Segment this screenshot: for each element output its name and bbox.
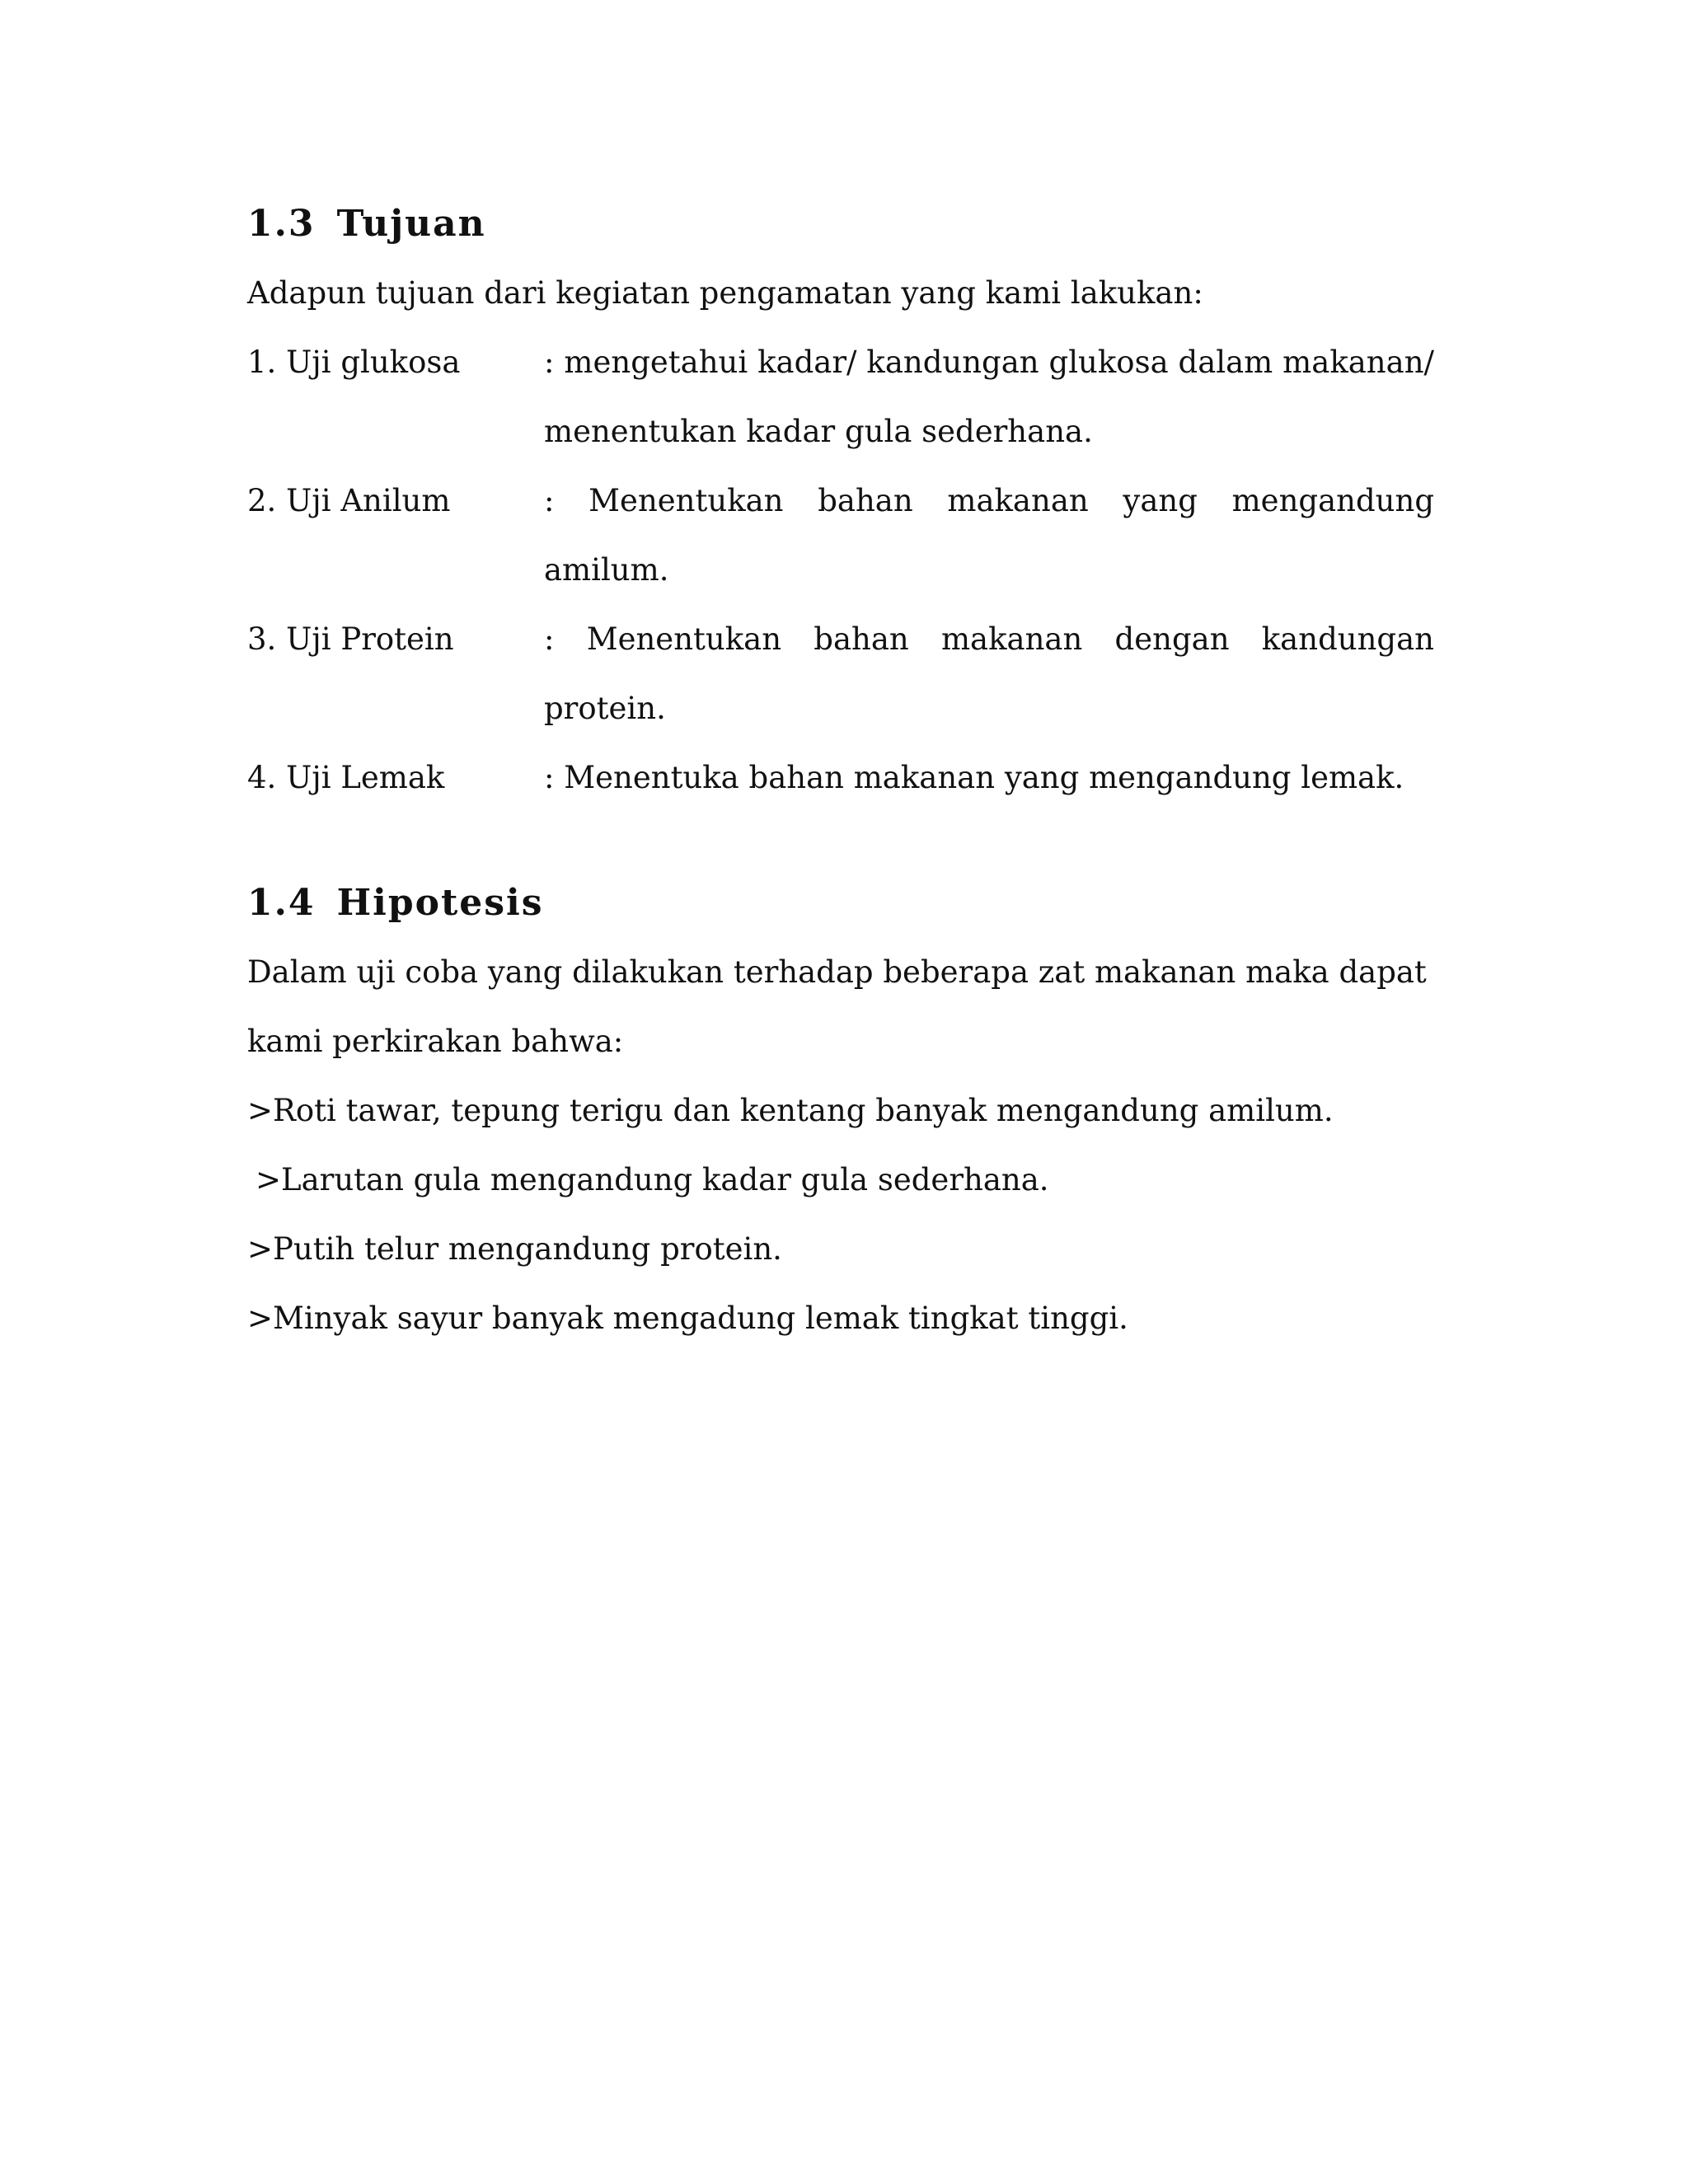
- tujuan-item-label: 3. Uji Protein: [247, 621, 454, 657]
- section-number: 1.4: [247, 882, 316, 924]
- hipotesis-point: >Roti tawar, tepung terigu dan kentang banyak mengandung amilum.: [247, 1093, 1334, 1128]
- hipotesis-point: >Larutan gula mengandung kadar gula sederhana.: [256, 1162, 1049, 1197]
- tujuan-intro: Adapun tujuan dari kegiatan pengamatan yang kami lakukan:: [247, 275, 1203, 311]
- tujuan-item: [247, 466, 1434, 605]
- section-gap: [247, 813, 1434, 869]
- tujuan-item: [247, 743, 1434, 813]
- tujuan-item-desc: : Menentukan bahan makanan yang mengandung amilum.: [544, 483, 1434, 588]
- hipotesis-point: >Minyak sayur banyak mengadung lemak tingkat tinggi.: [247, 1301, 1128, 1336]
- section-number: 1.3: [247, 203, 316, 245]
- hipotesis-point: >Putih telur mengandung protein.: [247, 1231, 782, 1267]
- section-title: Tujuan: [336, 203, 486, 245]
- section-title: Hipotesis: [336, 882, 544, 924]
- tujuan-item-label: 1. Uji glukosa: [247, 344, 461, 380]
- section-heading-tujuan: [247, 190, 1434, 259]
- tujuan-item: [247, 328, 1434, 466]
- hipotesis-intro: Dalam uji coba yang dilakukan terhadap beberapa zat makanan maka dapat kami perkirakan bahwa:: [247, 954, 1427, 1059]
- tujuan-item-desc: : Menentuka bahan makanan yang mengandung lemak.: [544, 760, 1404, 795]
- tujuan-item-label: 4. Uji Lemak: [247, 760, 445, 795]
- tujuan-item: [247, 605, 1434, 743]
- tujuan-item-desc: : mengetahui kadar/ kandungan glukosa dalam makanan/ menentukan kadar gula sederhana.: [544, 344, 1434, 449]
- tujuan-item-desc: : Menentukan bahan makanan dengan kandungan protein.: [544, 621, 1434, 726]
- section-heading-hipotesis: [247, 869, 1434, 938]
- document-page: [247, 190, 1434, 1353]
- tujuan-item-label: 2. Uji Anilum: [247, 483, 451, 518]
